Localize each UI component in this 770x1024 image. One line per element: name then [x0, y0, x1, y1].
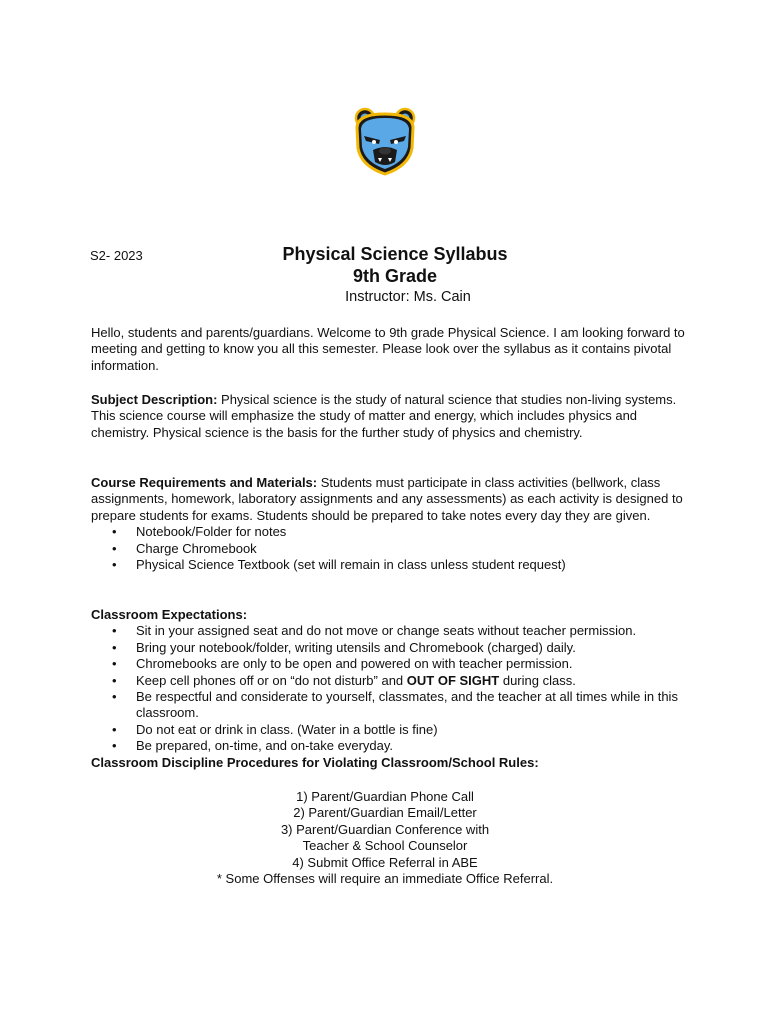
expectations-heading: Classroom Expectations: [91, 607, 248, 622]
list-item: • Be prepared, on-time, and on-take everyday. [112, 738, 394, 754]
list-item: • Notebook/Folder for notes [112, 524, 287, 540]
discipline-heading: Classroom Discipline Procedures for Violating Classroom/School Rules: [91, 754, 539, 770]
list-item: • Keep cell phones off or on “do not disturb” and OUT OF SIGHT during class. [112, 672, 576, 688]
list-item: • Sit in your assigned seat and do not move or change seats without teacher permission. [112, 623, 637, 639]
bear-mascot-icon [349, 106, 421, 178]
list-item: • Physical Science Textbook (set will remain in class unless student request) [112, 557, 566, 573]
classroom-expectations [91, 607, 691, 771]
document-title [0, 243, 770, 287]
subject-text: Physical science is the study of natural science that studies non-living systems. This science course will emphasize the study of matter and energy, which includes physics and chemistry. Physical science is the basis for the further study of physics and chemistry. [91, 392, 677, 440]
intro-paragraph: Hello, students and parents/guardians. Welcome to 9th grade Physical Science. I am looking forward to meeting and getting to know you all this semester. Please look over the syllabus as it contains pivotal information. [91, 325, 685, 373]
list-item: • Chromebooks are only to be open and powered on with teacher permission. [112, 656, 573, 672]
title-line-2: 9th Grade [352, 266, 438, 286]
discipline-note: * Some Offenses will require an immediate Office Referral. [216, 871, 554, 887]
instructor-line [0, 289, 770, 305]
discipline-step: 3) Parent/Guardian Conference with [280, 821, 490, 837]
list-item: • Bring your notebook/folder, writing utensils and Chromebook (charged) daily. [112, 639, 576, 655]
subject-description [91, 392, 691, 441]
course-text: Students must participate in class activities (bellwork, class assignments, homework, laboratory assignments and any assessments) as each activity is designed to prepare students for exams. Students should be prepared to take notes every day they are given. [91, 475, 683, 523]
list-item: • Charge Chromebook [112, 540, 257, 556]
materials-list [91, 524, 691, 573]
discipline-step: 4) Submit Office Referral in ABE [292, 854, 478, 870]
list-item: • Be respectful and considerate to yourself, classmates, and the teacher at all times while in this classroom. [112, 689, 678, 721]
course-heading: Course Requirements and Materials: [91, 475, 318, 490]
discipline-step: Teacher & School Counselor [302, 838, 468, 854]
course-requirements [91, 475, 691, 573]
instructor-name: Instructor: Ms. Cain [345, 289, 471, 305]
discipline-step: 2) Parent/Guardian Email/Letter [293, 805, 477, 821]
discipline-step: 1) Parent/Guardian Phone Call [296, 789, 474, 804]
expectations-list [91, 623, 691, 754]
subject-heading: Subject Description: [91, 392, 218, 407]
list-item: • Do not eat or drink in class. (Water in a bottle is fine) [112, 721, 438, 737]
title-line-1: Physical Science Syllabus [282, 244, 508, 264]
discipline-steps [0, 789, 770, 887]
semester-label: S2- 2023 [90, 248, 143, 263]
